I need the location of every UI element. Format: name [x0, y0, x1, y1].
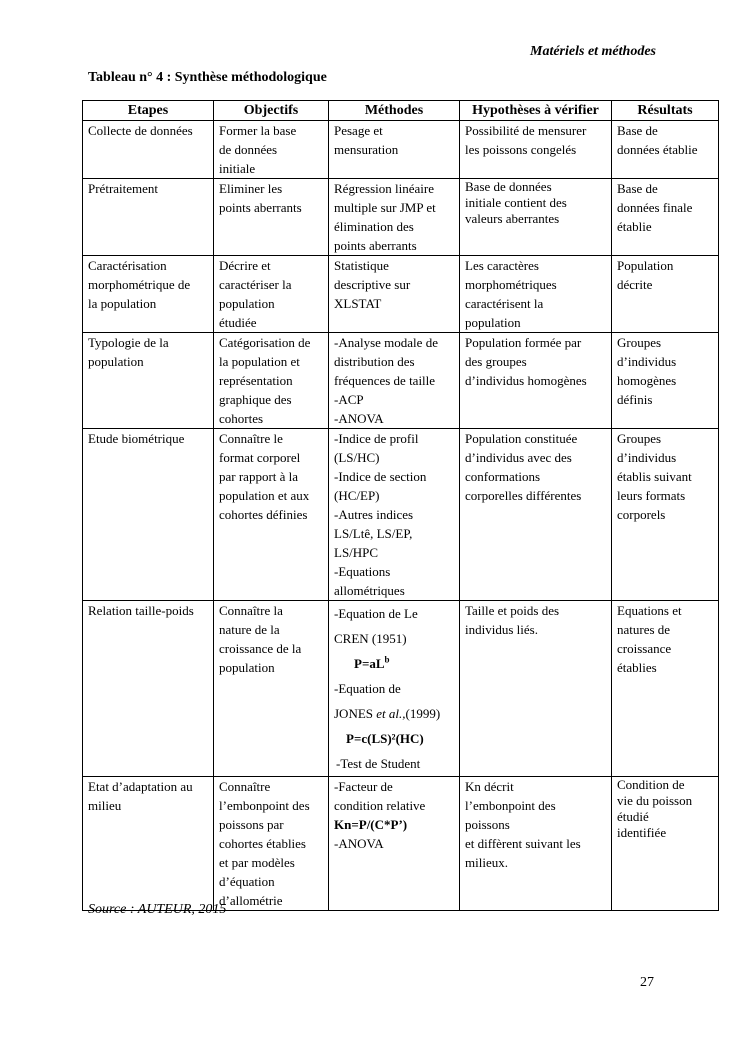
text-line: multiple sur JMP et [334, 200, 436, 215]
text-line: d’équation [219, 874, 275, 889]
text-line: Connaître la [219, 603, 283, 618]
cell-methodes [329, 333, 460, 429]
cell-objectifs [214, 777, 329, 911]
text-line: descriptive sur [334, 277, 411, 292]
cell-etape [83, 333, 214, 429]
text-line: Connaître le [219, 431, 283, 446]
text-line: Pesage et [334, 123, 383, 138]
text-line: leurs formats [617, 488, 686, 503]
text-line: initiale contient des [465, 195, 567, 210]
table-row [83, 429, 719, 601]
text-line: (HC/EP) [334, 488, 380, 503]
text-line: poissons [465, 817, 510, 832]
text-line: Collecte de données [88, 123, 193, 138]
text-line: étudié [617, 809, 649, 824]
text-line: population [88, 354, 144, 369]
text-line: Prétraitement [88, 181, 159, 196]
cell-objectifs [214, 121, 329, 179]
cell-objectifs [214, 256, 329, 333]
source-note: Source : AUTEUR, 2015 [88, 902, 227, 917]
text-line: Etude biométrique [88, 431, 185, 446]
text-line: cohortes définies [219, 507, 308, 522]
formula-lecren [334, 651, 454, 676]
text-line: mensuration [334, 142, 399, 157]
text-line: Typologie de la [88, 335, 169, 350]
formula-jones: P=c(LS)²(HC) [346, 731, 424, 746]
text-line: vie du poisson [617, 793, 693, 808]
cell-hypotheses [460, 256, 612, 333]
table-row [83, 179, 719, 256]
cell-methodes [329, 121, 460, 179]
text-line: Régression linéaire [334, 181, 434, 196]
cell-objectifs [214, 601, 329, 777]
text-line: l’embonpoint des [465, 798, 556, 813]
text-line: Etat d’adaptation au [88, 779, 193, 794]
cell-hypotheses [460, 121, 612, 179]
text-line: d’individus avec des [465, 450, 572, 465]
cell-hypotheses [460, 601, 612, 777]
cell-hypotheses [460, 429, 612, 601]
cell-objectifs [214, 333, 329, 429]
text-line: population [465, 315, 521, 330]
cell-resultats [612, 777, 719, 911]
text-line: Condition de [617, 777, 685, 792]
text-line: morphométriques [465, 277, 557, 292]
text-line: Décrire et [219, 258, 271, 273]
column-header-resultats: Résultats [612, 101, 719, 121]
text-line: la population [88, 296, 157, 311]
running-header: Matériels et méthodes [530, 44, 656, 59]
cell-resultats [612, 121, 719, 179]
text-line: nature de la [219, 622, 280, 637]
text-line: -ANOVA [334, 411, 384, 426]
text-line: l’embonpoint des [219, 798, 310, 813]
text-line: -Test de Student [336, 756, 421, 771]
text-line: décrite [617, 277, 653, 292]
text-line: -Analyse modale de [334, 335, 438, 350]
text-line [334, 701, 454, 726]
table-title: Tableau n° 4 : Synthèse méthodologique [88, 70, 327, 85]
text-italic: et al., [376, 706, 406, 721]
table-row [83, 601, 719, 777]
formula-base: P=aL [354, 656, 385, 671]
text-line: XLSTAT [334, 296, 382, 311]
cell-methodes [329, 256, 460, 333]
text-line: Population [617, 258, 674, 273]
text-line: LS/HPC [334, 545, 379, 560]
text-line: Relation taille-poids [88, 603, 194, 618]
formula-exponent: b [384, 654, 390, 665]
text-line: Statistique [334, 258, 389, 273]
text-line: Population formée par [465, 335, 582, 350]
text-line: corporelles différentes [465, 488, 582, 503]
text-line: d’individus [617, 450, 677, 465]
cell-objectifs [214, 429, 329, 601]
text-line: Taille et poids des [465, 603, 560, 618]
text-line: homogènes [617, 373, 677, 388]
cell-resultats [612, 333, 719, 429]
cell-resultats [612, 179, 719, 256]
text-line: Groupes [617, 335, 662, 350]
text-line: Eliminer les [219, 181, 283, 196]
table-row [83, 333, 719, 429]
text-line: population [219, 296, 275, 311]
table-row [83, 256, 719, 333]
column-header-methodes: Méthodes [329, 101, 460, 121]
text-line: milieu [88, 798, 122, 813]
text-line: population et aux [219, 488, 310, 503]
cell-hypotheses [460, 179, 612, 256]
text-line: élimination des [334, 219, 414, 234]
table-header-row [83, 101, 719, 121]
cell-objectifs [214, 179, 329, 256]
text-line: -ACP [334, 392, 364, 407]
text-line: établie [617, 219, 652, 234]
text-line: -Indice de profil [334, 431, 419, 446]
cell-etape [83, 601, 214, 777]
cell-hypotheses [460, 333, 612, 429]
text-line: Caractérisation [88, 258, 167, 273]
text-line: établies [617, 660, 657, 675]
text-line: Catégorisation de [219, 335, 311, 350]
text-line: corporels [617, 507, 666, 522]
text-line: individus liés. [465, 622, 538, 637]
table-row [83, 777, 719, 911]
text-line: initiale [219, 161, 256, 176]
text-line: (LS/HC) [334, 450, 380, 465]
text-line: étudiée [219, 315, 257, 330]
cell-etape [83, 121, 214, 179]
text-line: Groupes [617, 431, 662, 446]
text-line: Kn décrit [465, 779, 514, 794]
text-line: la population et [219, 354, 300, 369]
table-row [83, 121, 719, 179]
text-line: -Facteur de [334, 779, 393, 794]
text-line: graphique des [219, 392, 292, 407]
text-line: des groupes [465, 354, 527, 369]
text-line: croissance [617, 641, 672, 656]
text-line: -Autres indices [334, 507, 414, 522]
text-line: -Indice de section [334, 469, 427, 484]
text-line: Equations et [617, 603, 682, 618]
text-line: et diffèrent suivant les [465, 836, 581, 851]
text-line: points aberrants [219, 200, 302, 215]
text-line: de données [219, 142, 278, 157]
text-line: poissons par [219, 817, 284, 832]
text-line: caractériser la [219, 277, 292, 292]
text-line: cohortes [219, 411, 264, 426]
column-header-objectifs: Objectifs [214, 101, 329, 121]
text-line: LS/Ltê, LS/EP, [334, 526, 413, 541]
text-line: -Equation de [334, 681, 401, 696]
text-line: Connaître [219, 779, 271, 794]
cell-resultats [612, 256, 719, 333]
text-line: croissance de la [219, 641, 302, 656]
methodology-table [82, 100, 719, 911]
text-line: -Equations [334, 564, 391, 579]
page-number: 27 [640, 975, 654, 990]
cell-methodes [329, 601, 460, 777]
cell-etape [83, 256, 214, 333]
text-line: Population constituée [465, 431, 578, 446]
text-line: caractérisent la [465, 296, 544, 311]
text-line: points aberrants [334, 238, 417, 253]
text-line: données établie [617, 142, 698, 157]
text-line: et par modèles [219, 855, 295, 870]
text-line: identifiée [617, 825, 667, 840]
text-line: distribution des [334, 354, 415, 369]
column-header-etapes: Etapes [83, 101, 214, 121]
text-line: CREN (1951) [334, 631, 407, 646]
text-line: format corporel [219, 450, 301, 465]
text-line: allométriques [334, 583, 405, 598]
text-line: -Equation de Le [334, 606, 418, 621]
text-line: Possibilité de mensurer [465, 123, 587, 138]
cell-resultats [612, 429, 719, 601]
text-line: données finale [617, 200, 693, 215]
text-segment: JONES [334, 706, 377, 721]
cell-methodes [329, 429, 460, 601]
text-line: les poissons congelés [465, 142, 577, 157]
text-line: Base de [617, 123, 658, 138]
text-line: condition relative [334, 798, 426, 813]
text-line: d’individus [617, 354, 677, 369]
text-line: cohortes établies [219, 836, 306, 851]
text-line: d’individus homogènes [465, 373, 587, 388]
text-segment: (1999) [405, 706, 441, 721]
cell-etape [83, 429, 214, 601]
text-line: établis suivant [617, 469, 692, 484]
text-line: valeurs aberrantes [465, 211, 560, 226]
cell-resultats [612, 601, 719, 777]
text-line: morphométrique de [88, 277, 191, 292]
text-line: Les caractères [465, 258, 539, 273]
text-line: -ANOVA [334, 836, 384, 851]
text-line: milieux. [465, 855, 508, 870]
text-line: Former la base [219, 123, 297, 138]
cell-etape [83, 179, 214, 256]
text-line: natures de [617, 622, 671, 637]
cell-etape [83, 777, 214, 911]
text-line: représentation [219, 373, 293, 388]
text-line: fréquences de taille [334, 373, 436, 388]
cell-methodes [329, 777, 460, 911]
text-line: conformations [465, 469, 541, 484]
text-line: population [219, 660, 275, 675]
text-line: par rapport à la [219, 469, 299, 484]
text-line: définis [617, 392, 653, 407]
cell-methodes [329, 179, 460, 256]
text-line: d’allométrie [219, 893, 283, 908]
cell-hypotheses [460, 777, 612, 911]
formula-kn: Kn=P/(C*P’) [334, 817, 408, 832]
text-line: Base de données [465, 179, 552, 194]
column-header-hypotheses: Hypothèses à vérifier [460, 101, 612, 121]
text-line: Base de [617, 181, 658, 196]
